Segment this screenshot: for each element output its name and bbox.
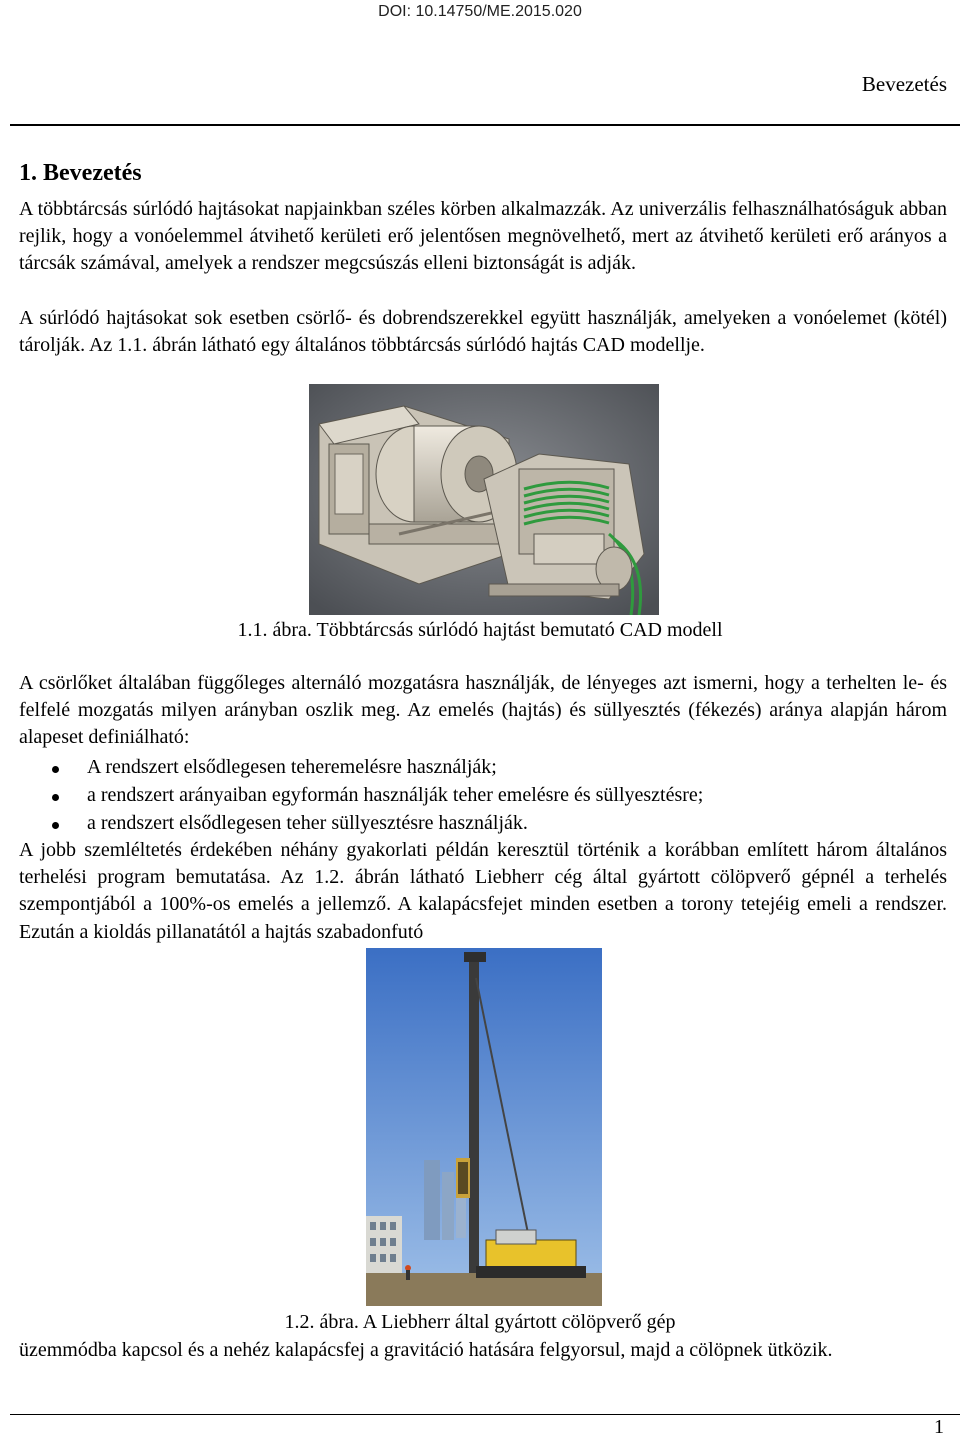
paragraph-3: A csörlőket általában függőleges alternáló mozgatásra használják, de lényeges azt ismerni, hogy a terhelten le- és felfelé mozgatás milyen arányban oszlik meg. Az emelés (hajtás) és süllyesztés (fékezés) aránya alapján három alapeset definiálható: — [19, 672, 947, 749]
figure-2-caption: 1.2. ábra. A Liebherr által gyártott cölöpverő gép — [284, 1311, 676, 1333]
list-item: a rendszert arányaiban egyformán használják teher emelésre és süllyesztésre; — [19, 782, 947, 810]
running-title: Bevezetés — [861, 72, 947, 96]
cad-model-figure — [309, 384, 659, 615]
list-item: a rendszert elsődlegesen teher süllyesztésre használják. — [19, 810, 947, 838]
paragraph-5: üzemmódba kapcsol és a nehéz kalapácsfej a gravitáció hatására felgyorsul, majd a cölöpnek ütközik. — [19, 1339, 833, 1361]
paragraph-2: A súrlódó hajtásokat sok esetben csörlő- és dobrendszerekkel együtt használják, amelyeken a vonóelemet (kötél) tárolják. Az 1.1. ábrán látható egy általános többtárcsás súrlódó hajtás CAD modellje. — [19, 307, 947, 357]
footer-rule — [10, 1414, 960, 1415]
paragraph-4: A jobb szemléltetés érdekében néhány gyakorlati példán keresztül történik a korábban említett három általános terhelési program bemutatása. Az 1.2. ábrán látható Liebherr cég által gyártott cölöpverő gépnél a terhelés szempontjából a 100%-os emelés a jellemző. A kalapácsfejet minden esetben a torony tetejéig emeli a rendszer. Ezután a kioldás pillanatától a hajtás szabadonfutó — [19, 839, 947, 943]
paragraph-1: A többtárcsás súrlódó hajtásokat napjainkban széles körben alkalmazzák. Az univerzális felhasználhatóságuk abban rejlik, hogy a vonóelemmel átvihető kerületi erő jelentősen megnövelhető, mert az átvihető kerületi erő arányos a tárcsák számával, amelyek a rendszer megcsúszás elleni biztonságát is adják. — [19, 198, 947, 275]
header-rule — [10, 124, 960, 126]
pile-driver-photo — [366, 948, 602, 1306]
bullet-icon — [52, 794, 59, 801]
bullet-icon — [52, 766, 59, 773]
doi-header: DOI: 10.14750/ME.2015.020 — [378, 3, 582, 20]
list-item: A rendszert elsődlegesen teheremelésre használják; — [19, 754, 947, 782]
figure-1-caption: 1.1. ábra. Többtárcsás súrlódó hajtást bemutató CAD modell — [237, 619, 723, 641]
section-title: 1. Bevezetés — [19, 160, 142, 186]
bullet-list — [19, 754, 947, 838]
bullet-icon — [52, 822, 59, 829]
page-number: 1 — [934, 1416, 944, 1438]
